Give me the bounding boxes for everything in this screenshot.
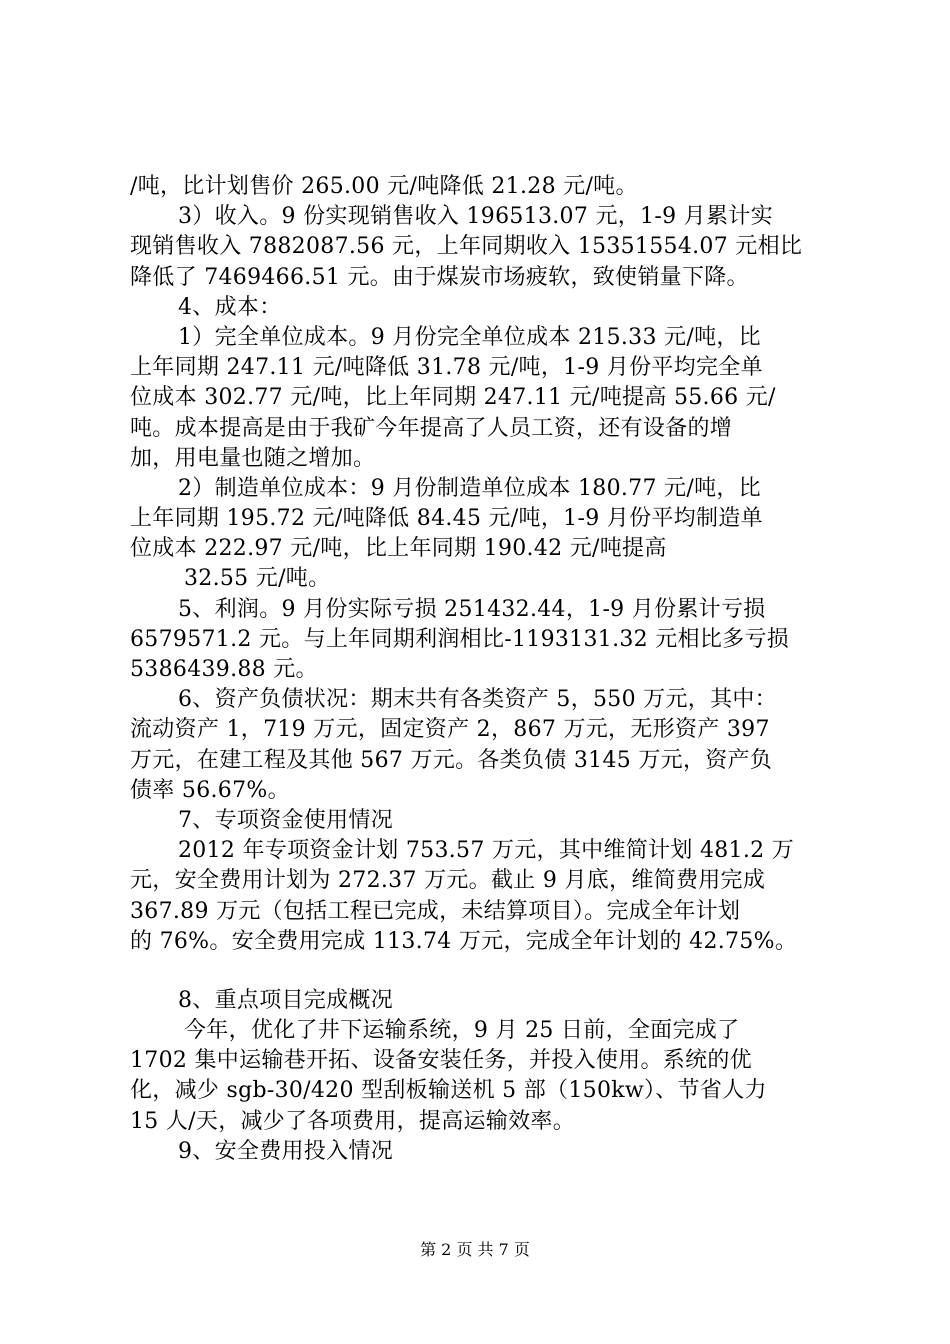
page-footer: 第 2 页 共 7 页: [420, 1240, 530, 1259]
section-heading: 5、利润。9 月份实际亏损 251432.44，1-9 月份累计亏损: [178, 596, 766, 622]
text-line: 元，安全费用计划为 272.37 万元。截止 9 月底，维简费用完成: [130, 868, 766, 894]
text-line: 上年同期 247.11 元/吨降低 31.78 元/吨，1-9 月份平均完全单: [130, 355, 763, 381]
text-line: 367.89 万元（包括工程已完成，未结算项目）。完成全年计划: [130, 898, 741, 924]
paragraph-gap: [130, 957, 830, 986]
section-heading: 6、资产负债状况：期末共有各类资产 5，550 万元，其中：: [178, 687, 777, 713]
text-line: 5386439.88 元。: [130, 657, 318, 682]
text-line: 降低了 7469466.51 元。由于煤炭市场疲软，致使销量下降。: [130, 264, 749, 290]
text-line: 1702 集中运输巷开拓、设备安装任务，并投入使用。系统的优: [130, 1048, 752, 1074]
text-line: 2）制造单位成本：9 月份制造单位成本 180.77 元/吨，比: [178, 475, 761, 501]
text-line: 6579571.2 元。与上年同期利润相比-1193131.32 元相比多亏损: [130, 626, 790, 652]
section-heading: 8、重点项目完成概况: [178, 987, 393, 1013]
section-heading: 9、安全费用投入情况: [178, 1138, 393, 1164]
text-line: 2012 年专项资金计划 753.57 万元，其中维简计划 481.2 万: [178, 838, 795, 864]
text-line: 32.55 元/吨。: [184, 566, 331, 592]
section-heading: 7、专项资金使用情况: [178, 807, 393, 833]
text-line: 1）完全单位成本。9 月份完全单位成本 215.33 元/吨，比: [178, 324, 761, 350]
text-line: 加，用电量也随之增加。: [130, 445, 376, 471]
text-line: 3）收入。9 份实现销售收入 196513.07 元，1-9 月累计实: [178, 204, 773, 230]
text-line: 化，减少 sgb-30/420 型刮板输送机 5 部（150kw）、节省人力: [130, 1078, 767, 1104]
text-line: 吨。成本提高是由于我矿今年提高了人员工资，还有设备的增: [130, 415, 733, 441]
text-line: 位成本 302.77 元/吨，比上年同期 247.11 元/吨提高 55.66 元/: [130, 385, 776, 411]
text-line: /吨，比计划售价 265.00 元/吨降低 21.28 元/吨。: [130, 174, 638, 199]
text-line: 万元，在建工程及其他 567 万元。各类负债 3145 万元，资产负: [130, 747, 773, 773]
document-body: [130, 172, 830, 1167]
text-line: 15 人/天，减少了各项费用，提高运输效率。: [130, 1108, 576, 1134]
section-heading: 4、成本：: [178, 294, 282, 320]
text-line: 今年，优化了井下运输系统，9 月 25 日前，全面完成了: [184, 1018, 740, 1044]
text-line: 债率 56.67%。: [130, 777, 290, 803]
text-line: 的 76%。安全费用完成 113.74 万元，完成全年计划的 42.75%。: [130, 928, 798, 954]
text-line: 流动资产 1，719 万元，固定资产 2，867 万元，无形资产 397: [130, 717, 770, 743]
text-line: 上年同期 195.72 元/吨降低 84.45 元/吨，1-9 月份平均制造单: [130, 506, 763, 532]
text-line: 现销售收入 7882087.56 元，上年同期收入 15351554.07 元相比: [130, 234, 803, 260]
text-line: 位成本 222.97 元/吨，比上年同期 190.42 元/吨提高: [130, 536, 667, 562]
